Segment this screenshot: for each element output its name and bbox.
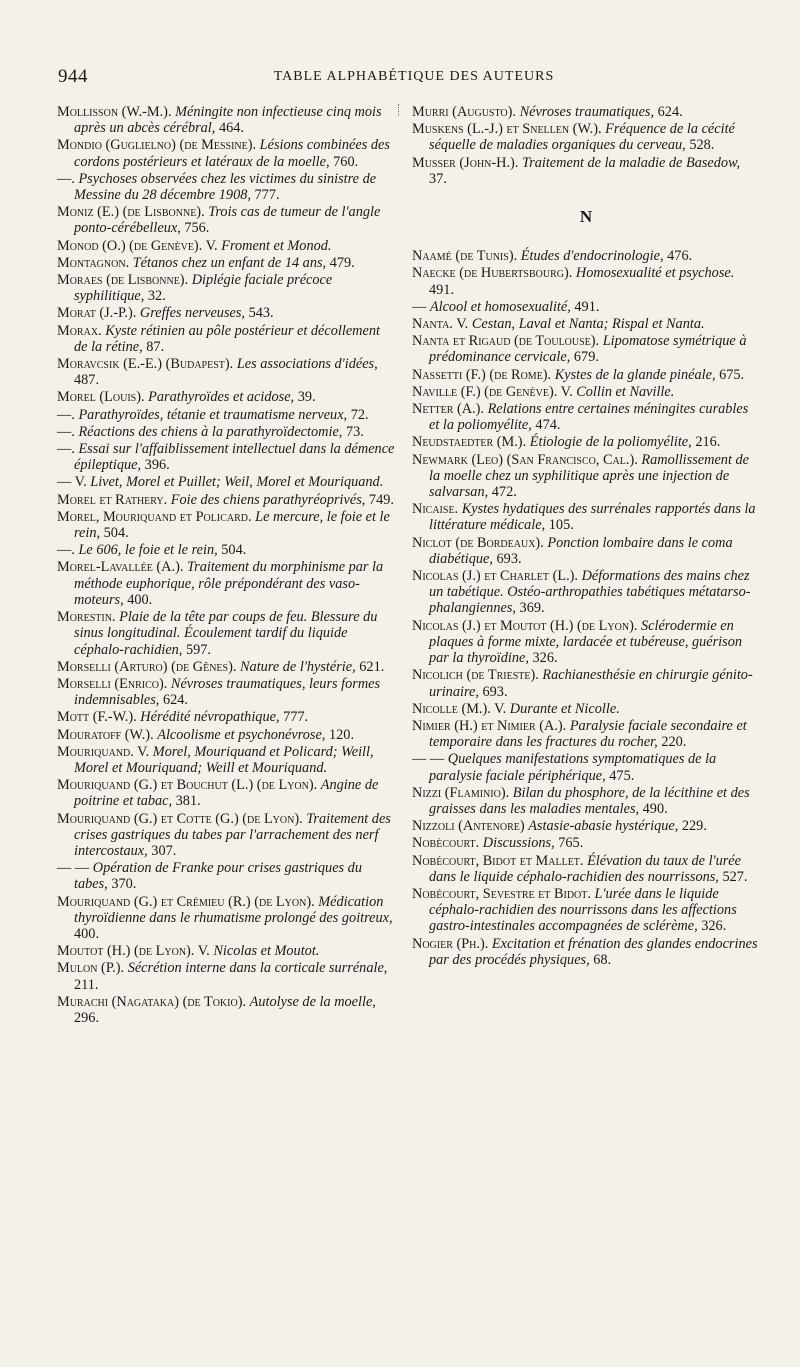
entry-page-ref: 504.: [221, 542, 247, 559]
entry-page-ref: 693.: [496, 550, 522, 567]
entry-title: Bilan du phosphore, de la lécithine et des graisses dans les maladies mentales,: [429, 784, 750, 817]
entry-page-ref: 39.: [297, 389, 316, 406]
entry-title: Les associations d'idées,: [236, 356, 378, 373]
entry-author: Moutot (H.) (de Lyon). V.: [57, 943, 210, 960]
index-entry: [57, 137, 397, 169]
index-entry: [412, 299, 760, 315]
entry-author: —: [412, 298, 427, 315]
entry-author: Niclot (de Bordeaux).: [412, 534, 544, 551]
entry-author: —.: [57, 441, 75, 458]
entry-page-ref: 73.: [345, 423, 364, 440]
entry-author: Nimier (H.) et Nimier (A.).: [412, 717, 567, 734]
entry-title: Alcoolisme et psychonévrose,: [157, 726, 326, 743]
index-entry: [57, 171, 397, 203]
entry-author: Mondio (Guglielno) (de Messine).: [57, 137, 257, 154]
entry-title: Froment et Monod.: [221, 237, 332, 254]
entry-author: Musser (John-H.).: [412, 154, 519, 171]
entry-page-ref: 396.: [144, 457, 170, 474]
entry-page-ref: 87.: [146, 338, 165, 355]
entry-page-ref: 624.: [162, 692, 188, 709]
entry-author: —.: [57, 542, 75, 559]
entry-title: Rachianesthésie en chirurgie génito-urinaire,: [429, 667, 753, 700]
section-letter: N: [579, 207, 593, 227]
entry-title: Études d'endocrinologie,: [520, 248, 664, 265]
entry-title: Parathyroïdes, tétanie et traumatisme nerveux,: [78, 406, 348, 423]
entry-title: Greffes nerveuses,: [139, 305, 245, 322]
entry-page-ref: 527.: [722, 868, 748, 885]
index-entry: [412, 667, 760, 699]
entry-author: Monod (O.) (de Genève). V.: [57, 237, 218, 254]
entry-title: Excitation et frénation des glandes endocrines par des procédés physiques,: [429, 935, 758, 968]
entry-page-ref: 216.: [695, 434, 721, 451]
entry-page-ref: 490.: [642, 800, 668, 817]
entry-author: Newmark (Leo) (San Francisco, Cal.).: [412, 451, 638, 468]
entry-title: Essai sur l'affaiblissement intellectuel dans la démence épileptique,: [74, 441, 395, 474]
entry-author: Nobécourt, Bidot et Mallet.: [412, 852, 584, 869]
entry-author: Naamé (de Tunis).: [412, 248, 518, 265]
entry-page-ref: 37.: [429, 170, 447, 187]
entry-author: Murri (Augusto).: [412, 104, 516, 120]
index-entry: [57, 744, 397, 776]
index-entry: [412, 886, 760, 935]
entry-page-ref: 479.: [329, 254, 355, 271]
entry-title: Plaie de la tête par coups de feu. Blessure du sinus longitudinal. Écoulement tardif du liquide céphalo-rachidien,: [74, 609, 378, 658]
left-column: [57, 104, 397, 1027]
entry-page-ref: 472.: [491, 484, 517, 501]
index-entry: [57, 474, 397, 490]
index-entry: [57, 811, 397, 860]
entry-author: Morel-Lavallée (A.).: [57, 559, 184, 576]
page-number: 944: [58, 66, 88, 87]
index-entry: [412, 401, 760, 433]
entry-title: Parathyroïdes et acidose,: [148, 389, 295, 406]
entry-title: Traitement des crises gastriques du tabes par l'arrachement des nerf intercostaux,: [74, 810, 391, 859]
index-entry: [412, 853, 760, 885]
entry-title: Traitement du morphinisme par la méthode euphorique, rôle prépondérant des vaso-moteurs,: [74, 559, 384, 608]
entry-author: Mollisson (W.-M.).: [57, 104, 172, 120]
entry-title: Hérédité névropathique,: [140, 709, 280, 726]
entry-title: Diplégie faciale précoce syphilitique,: [74, 272, 333, 305]
index-entry: [57, 238, 397, 254]
index-entry: [412, 434, 760, 450]
index-entry: [57, 323, 397, 355]
entry-author: Mouriquand (G.) et Bouchut (L.) (de Lyon).: [57, 777, 318, 794]
index-entry: [412, 104, 760, 120]
index-entry: [412, 618, 760, 667]
entry-title: Foie des chiens parathyréoprivés,: [170, 491, 366, 508]
index-entry: [57, 272, 397, 304]
index-entry: [57, 104, 397, 136]
entry-page-ref: 491.: [429, 281, 455, 298]
index-entry: [412, 501, 760, 533]
entry-title: Morel, Mouriquand et Policard; Weill, Morel et Mouriquand; Weill et Mouriquand.: [74, 743, 374, 776]
index-entry: [57, 676, 397, 708]
entry-author: Mouriquand (G.) et Cotte (G.) (de Lyon).: [57, 810, 303, 827]
entry-page-ref: 32.: [147, 288, 166, 305]
entry-author: Morselli (Arturo) (de Gênes).: [57, 658, 237, 675]
entry-title: Autolyse de la moelle,: [249, 993, 376, 1010]
entry-author: Murachi (Nagataka) (de Tokio).: [57, 993, 247, 1010]
index-entry: [412, 818, 760, 834]
entry-author: — —: [412, 751, 445, 768]
entry-page-ref: 475.: [609, 767, 635, 784]
entry-title: Durante et Nicolle.: [509, 700, 620, 717]
entry-title: Traitement de la maladie de Basedow,: [521, 154, 741, 171]
index-entry: [57, 407, 397, 423]
entry-title: Astasie-abasie hystérique,: [528, 818, 679, 835]
entry-page-ref: 370.: [111, 876, 137, 893]
entry-page-ref: 491.: [574, 298, 600, 315]
index-entry: [412, 265, 760, 297]
entry-title: Relations entre certaines méningites curables et la poliomyélite,: [429, 401, 749, 434]
entry-page-ref: 105.: [548, 517, 574, 534]
index-entry: [412, 751, 760, 783]
entry-author: Nicolas (J.) et Charlet (L.).: [412, 568, 578, 585]
entry-author: Mouriquand (G.) et Crémieu (R.) (de Lyon).: [57, 893, 315, 910]
entry-title: Déformations des mains chez un tabétique. Ostéo-arthropathies tabétiques métatarso-phalangiennes,: [429, 568, 751, 617]
index-entry: [412, 121, 760, 153]
entry-author: Nassetti (F.) (de Rome).: [412, 366, 552, 383]
index-entry: [57, 727, 397, 743]
index-entry: [57, 609, 397, 658]
index-entry: [57, 305, 397, 321]
index-entry: [412, 701, 760, 717]
right-column-top-entries: [412, 104, 760, 187]
entry-page-ref: 72.: [350, 406, 369, 423]
index-entry: [412, 785, 760, 817]
entry-author: Nicaise.: [412, 501, 459, 518]
entry-page-ref: 400.: [127, 591, 153, 608]
entry-author: Muskens (L.-J.) et Snellen (W.).: [412, 121, 602, 138]
entry-page-ref: 400.: [74, 925, 100, 942]
entry-author: Morel, Mouriquand et Policard.: [57, 508, 252, 525]
index-entry: [57, 860, 397, 892]
entry-title: Névroses traumatiques, leurs formes indemnisables,: [74, 675, 381, 709]
entry-author: Nogier (Ph.).: [412, 935, 489, 952]
entry-title: Le 606, le foie et le rein,: [78, 542, 218, 559]
entry-author: Moraes (de Lisbonne).: [57, 272, 189, 289]
column-divider: [398, 104, 400, 116]
entry-page-ref: 693.: [482, 683, 508, 700]
entry-title: Méningite non infectieuse cinq mois après un abcès cérébral,: [74, 104, 382, 137]
entry-title: Kystes de la glande pinéale,: [554, 366, 716, 383]
entry-page-ref: 476.: [667, 248, 693, 265]
entry-author: Morat (J.-P.).: [57, 305, 137, 322]
entry-title: Trois cas de tumeur de l'angle ponto-cérébelleux,: [74, 204, 381, 237]
entry-title: Discussions,: [482, 835, 555, 852]
entry-title: Sécrétion interne dans la corticale surrénale,: [127, 960, 388, 977]
entry-title: Cestan, Laval et Nanta; Rispal et Nanta.: [471, 316, 705, 333]
index-entry: [57, 356, 397, 388]
entry-page-ref: 369.: [519, 600, 545, 617]
entry-page-ref: 597.: [185, 641, 211, 658]
entry-author: Morax.: [57, 322, 102, 339]
entry-author: Mulon (P.).: [57, 960, 125, 977]
entry-page-ref: 624.: [657, 104, 683, 120]
right-column-bottom-entries: [412, 248, 760, 968]
entry-page-ref: 777.: [283, 709, 309, 726]
entry-title: Alcool et homosexualité,: [429, 298, 571, 315]
entry-author: Nizzi (Flaminio).: [412, 784, 510, 801]
entry-title: Lésions combinées des cordons postérieurs et latéraux de la moelle,: [74, 137, 390, 170]
index-entry: [57, 709, 397, 725]
entry-author: Montagnon.: [57, 254, 130, 271]
entry-page-ref: 487.: [74, 372, 100, 389]
entry-title: Nicolas et Moutot.: [213, 943, 320, 960]
entry-title: Kystes hydatiques des surrénales rapportés dans la littérature médicale,: [429, 501, 756, 534]
entry-title: Paralysie faciale secondaire et temporaire dans les fractures du rocher,: [429, 717, 747, 751]
entry-author: Nobécourt, Sevestre et Bidot.: [412, 885, 591, 902]
entry-author: Nicolle (M.). V.: [412, 700, 507, 717]
entry-page-ref: 528.: [689, 137, 715, 154]
entry-title: Homosexualité et psychose.: [575, 265, 735, 282]
running-title: TABLE ALPHABÉTIQUE DES AUTEURS: [273, 69, 555, 84]
entry-page-ref: 756.: [184, 220, 210, 237]
entry-author: —.: [57, 423, 75, 440]
entry-author: Nicolas (J.) et Moutot (H.) (de Lyon).: [412, 617, 638, 634]
index-entry: [57, 424, 397, 440]
entry-page-ref: 296.: [74, 1009, 100, 1026]
index-entry: [57, 542, 397, 558]
entry-title: Ramollissement de la moelle chez un syphilitique après une injection de salvarsan,: [429, 451, 749, 501]
entry-page-ref: 777.: [254, 187, 280, 204]
entry-title: Réactions des chiens à la parathyroïdectomie,: [78, 423, 343, 440]
index-entry: [412, 316, 760, 332]
entry-author: Netter (A.).: [412, 401, 484, 418]
entry-page-ref: 307.: [151, 842, 177, 859]
entry-title: Élévation du taux de l'urée dans le liquide céphalo-rachidien des nourrissons,: [429, 852, 741, 885]
index-entry: [57, 389, 397, 405]
entry-page-ref: 68.: [593, 951, 612, 968]
entry-page-ref: 220.: [661, 734, 687, 751]
entry-title: Quelques manifestations symptomatiques de la paralysie faciale périphérique,: [429, 751, 717, 784]
index-entry: [57, 777, 397, 809]
entry-author: Morselli (Enrico).: [57, 675, 168, 692]
entry-page-ref: 229.: [681, 818, 707, 835]
entry-title: Sclérodermie en plaques à forme mixte, lardacée et tubéreuse, guérison par la thyroïdine,: [429, 617, 743, 667]
entry-title: Le mercure, le foie et le rein,: [74, 508, 390, 542]
entry-title: Lipomatose symétrique à prédominance cervicale,: [429, 333, 747, 366]
index-entry: [412, 384, 760, 400]
entry-page-ref: 464.: [218, 120, 244, 137]
entry-author: Neudstaedter (M.).: [412, 434, 527, 451]
entry-author: Naville (F.) (de Genève). V.: [412, 383, 573, 400]
entry-author: —.: [57, 406, 75, 423]
entry-page-ref: 326.: [532, 650, 558, 667]
entry-author: — V.: [57, 474, 87, 491]
index-entry: [57, 441, 397, 473]
entry-title: Collin et Naville.: [576, 383, 675, 400]
entry-author: Nanta. V.: [412, 316, 469, 333]
index-entry: [57, 943, 397, 959]
page-header: [54, 66, 774, 96]
entry-title: Tétanos chez un enfant de 14 ans,: [132, 254, 327, 271]
entry-author: Nobécourt.: [412, 835, 480, 852]
entry-author: Morestin.: [57, 609, 116, 626]
entry-title: Kyste rétinien au pôle postérieur et décollement de la rétine,: [74, 322, 380, 355]
entry-title: Ponction lombaire dans le coma diabétique,: [429, 534, 733, 567]
index-entry: [57, 255, 397, 271]
index-entry: [412, 718, 760, 750]
entry-title: Psychoses observées chez les victimes du sinistre de Messine du 28 décembre 1908,: [74, 170, 377, 204]
index-entry: [57, 204, 397, 236]
entry-title: Fréquence de la cécité séquelle de maladies organiques du cerveau,: [429, 121, 735, 154]
index-entry: [57, 559, 397, 608]
entry-title: Livet, Morel et Puillet; Weil, Morel et Mouriquand.: [90, 474, 384, 491]
entry-title: Angine de poitrine et tabac,: [74, 777, 379, 810]
index-entry: [412, 452, 760, 501]
entry-author: —.: [57, 170, 75, 187]
index-entry: [412, 568, 760, 617]
entry-title: Nature de l'hystérie,: [240, 658, 356, 675]
entry-title: Névroses traumatiques,: [519, 104, 655, 120]
entry-page-ref: 120.: [329, 726, 355, 743]
entry-author: Morel (Louis).: [57, 389, 145, 406]
entry-author: Mouriquand. V.: [57, 743, 150, 760]
entry-author: — —: [57, 860, 90, 877]
entry-page-ref: 679.: [573, 349, 599, 366]
entry-author: Morel et Rathery.: [57, 491, 168, 508]
index-entry: [412, 333, 760, 365]
entry-title: Opération de Franke pour crises gastriques du tabes,: [74, 860, 362, 893]
entry-author: Moniz (E.) (de Lisbonne).: [57, 204, 205, 221]
entry-author: Moravcsik (E.-E.) (Budapest).: [57, 356, 234, 373]
index-entry: [412, 367, 760, 383]
index-entry: [57, 492, 397, 508]
index-entry: [412, 835, 760, 851]
entry-page-ref: 675.: [719, 366, 745, 383]
index-entry: [57, 509, 397, 541]
index-entry: [57, 894, 397, 943]
entry-author: Nicolich (de Trieste).: [412, 667, 539, 684]
entry-author: Mouratoff (W.).: [57, 726, 154, 743]
entry-page-ref: 749.: [368, 491, 394, 508]
index-entry: [412, 936, 760, 968]
entry-page-ref: 621.: [359, 658, 385, 675]
entry-page-ref: 765.: [558, 835, 584, 852]
entry-page-ref: 543.: [248, 305, 274, 322]
right-column: [412, 104, 760, 969]
entry-author: Nizzoli (Antenore): [412, 818, 525, 835]
entry-author: Mott (F.-W.).: [57, 709, 137, 726]
index-entry: [412, 535, 760, 567]
entry-page-ref: 381.: [175, 793, 201, 810]
entry-title: Médication thyroïdienne dans le rhumatisme prolongé des goitreux,: [74, 893, 393, 926]
index-entry: [412, 155, 760, 187]
index-entry: [57, 659, 397, 675]
index-entry: [412, 248, 760, 264]
index-entry: [57, 994, 397, 1026]
entry-page-ref: 504.: [103, 525, 129, 542]
entry-author: Nanta et Rigaud (de Toulouse).: [412, 333, 600, 350]
entry-page-ref: 211.: [74, 976, 99, 993]
entry-title: Étiologie de la poliomyélite,: [529, 434, 692, 451]
entry-title: L'urée dans le liquide céphalo-rachidien des nourrissons dans les affections gastro-intestinales accompagnées de sclérème,: [429, 885, 737, 935]
entry-author: Naecke (de Hubertsbourg).: [412, 265, 573, 282]
entry-page-ref: 326.: [701, 918, 727, 935]
entry-page-ref: 474.: [535, 417, 561, 434]
index-entry: [57, 960, 397, 992]
entry-page-ref: 760.: [333, 153, 359, 170]
